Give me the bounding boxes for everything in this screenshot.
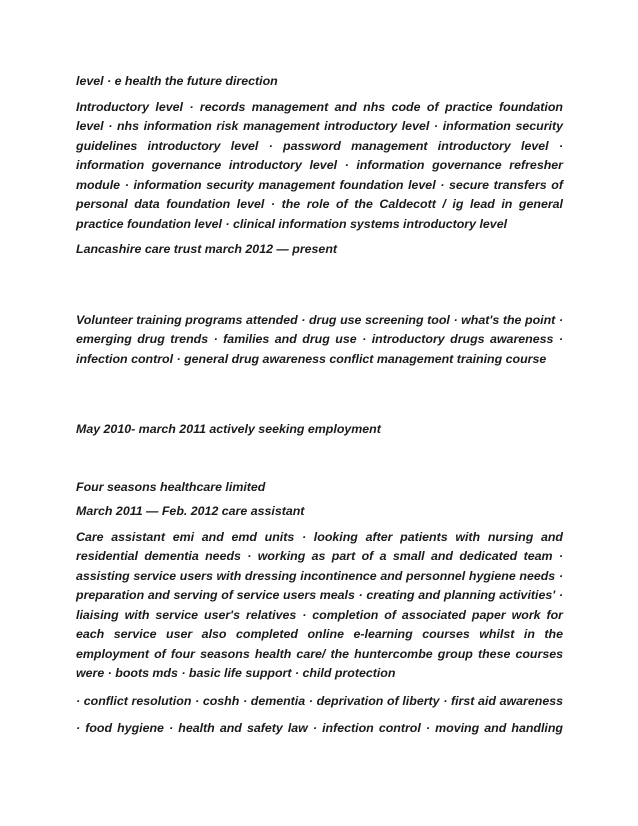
paragraph-level-ehealth: level · e health the future direction: [76, 74, 278, 88]
paragraph-volunteer-training: Volunteer training programs attended · drug use screening tool · what's the point · emerging drug trends · families and drug use · introductory drugs awareness · infection control · general drug awareness conflict management training course: [76, 312, 563, 366]
paragraph-introductory-courses: Introductory level · records management and nhs code of practice foundation level · nhs information risk management introductory level · information security guidelines introductory level · password management introductory level · information governance introductory level · information governance refresher module · information security management foundation level · secure transfers of personal data foundation level · the role of the Caldecott / ig lead in general practice foundation level · clinical information systems introductory level: [76, 99, 563, 231]
paragraph-care-assistant-dates: March 2011 — Feb. 2012 care assistant: [76, 504, 305, 518]
document-page: [76, 66, 563, 739]
paragraph-care-assistant-duties: Care assistant emi and emd units · looking after patients with nursing and residential dementia needs · working as part of a small and dedicated team · assisting service users with dressing incontinence and personnel hygiene needs · preparation and serving of service users meals · creating and planning activities' · liaising with service user's relatives · completion of associated paper work for each service user also completed online e-learning courses whilst in the employment of four seasons health care/ the huntercombe group these courses were · boots mds · basic life support · child protection: [76, 529, 563, 680]
paragraph-four-seasons-healthcare: Four seasons healthcare limited: [76, 479, 266, 494]
paragraph-courses-list-2: · food hygiene · health and safety law · infection control · moving and handling: [76, 721, 563, 735]
paragraph-seeking-employment: May 2010- march 2011 actively seeking employment: [76, 422, 381, 436]
paragraph-courses-list-1: · conflict resolution · coshh · dementia · deprivation of liberty · first aid awareness: [76, 693, 563, 708]
paragraph-lancashire-care-trust: Lancashire care trust march 2012 — present: [76, 242, 338, 256]
